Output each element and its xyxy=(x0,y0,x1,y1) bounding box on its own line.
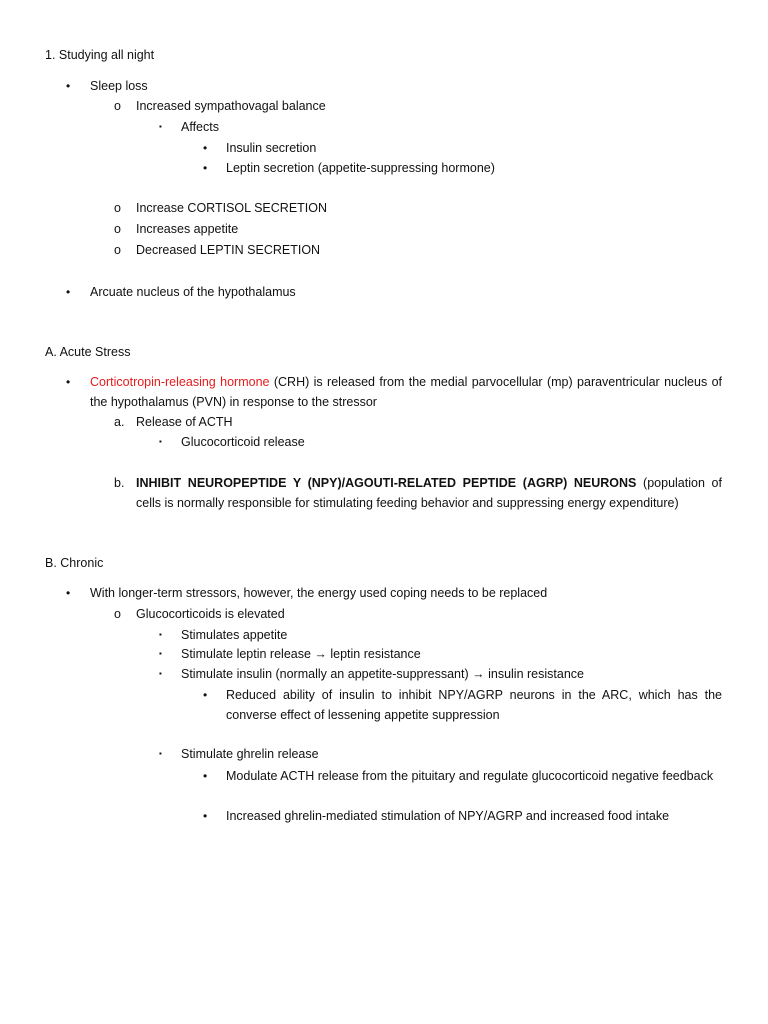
crh-paragraph xyxy=(90,372,722,412)
list-item-stim-ghrelin: Stimulate ghrelin release xyxy=(181,747,319,761)
list-item-stim-insulin: Stimulate insulin (normally an appetite-suppressant) → insulin resistance xyxy=(181,667,584,681)
list-item-decreased-leptin: Decreased LEPTIN SECRETION xyxy=(136,243,321,257)
square-marker: ▪ xyxy=(159,122,162,131)
bullet-marker: • xyxy=(203,769,208,783)
bullet-marker: • xyxy=(203,809,208,823)
bullet-marker: • xyxy=(203,141,208,155)
list-letter-a: a. xyxy=(114,415,125,429)
list-letter-b: b. xyxy=(114,476,125,490)
list-item-affects: Affects xyxy=(181,120,219,134)
section-heading-chronic: B. Chronic xyxy=(45,556,104,570)
list-item-increased-ghrelin: Increased ghrelin-mediated stimulation of NPY/AGRP and increased food intake xyxy=(226,809,670,823)
circle-marker: o xyxy=(114,99,121,113)
crh-description: (CRH) is released from the medial parvocellular (mp) paraventricular nucleus of the hypothalamus (PVN) in response to the stressor xyxy=(90,375,722,409)
list-item-reduced-ability: Reduced ability of insulin to inhibit NPY/AGRP neurons in the ARC, which has the converse effect of lessening appetite suppression xyxy=(226,688,722,722)
list-item-sympathovagal: Increased sympathovagal balance xyxy=(136,99,326,113)
square-marker: ▪ xyxy=(159,669,162,678)
bullet-marker: • xyxy=(66,79,71,93)
circle-marker: o xyxy=(114,222,121,236)
section-heading-acute-stress: A. Acute Stress xyxy=(45,345,131,359)
list-item-glucocorticoid-release: Glucocorticoid release xyxy=(181,435,305,449)
circle-marker: o xyxy=(114,243,121,257)
list-item-leptin-secretion: Leptin secretion (appetite-suppressing hormone) xyxy=(226,161,495,175)
bullet-marker: • xyxy=(66,375,71,389)
list-item-longer-term: With longer-term stressors, however, the energy used coping needs to be replaced xyxy=(90,586,548,600)
list-item-release-acth: Release of ACTH xyxy=(136,415,233,429)
section-heading-studying: 1. Studying all night xyxy=(45,48,155,62)
square-marker: ▪ xyxy=(159,630,162,639)
list-item-insulin-secretion: Insulin secretion xyxy=(226,141,317,155)
circle-marker: o xyxy=(114,201,121,215)
square-marker: ▪ xyxy=(159,437,162,446)
list-item-appetite: Increases appetite xyxy=(136,222,239,236)
crh-term: Corticotropin-releasing hormone xyxy=(90,375,270,389)
list-item-modulate: Modulate ACTH release from the pituitary and regulate glucocorticoid negative feedback xyxy=(226,769,714,783)
bullet-marker: • xyxy=(66,285,71,299)
list-item-stim-leptin: Stimulate leptin release → leptin resistance xyxy=(181,647,421,661)
list-item-stim-appetite: Stimulates appetite xyxy=(181,628,288,642)
circle-marker: o xyxy=(114,607,121,621)
bullet-marker: • xyxy=(66,586,71,600)
list-item-sleep-loss: Sleep loss xyxy=(90,79,148,93)
list-item-elevated: Glucocorticoids is elevated xyxy=(136,607,285,621)
bullet-marker: • xyxy=(203,688,208,702)
list-item-cortisol: Increase CORTISOL SECRETION xyxy=(136,201,328,215)
bullet-marker: • xyxy=(203,161,208,175)
inhibit-term: INHIBIT NEUROPEPTIDE Y (NPY)/AGOUTI-RELATED PEPTIDE (AGRP) NEURONS xyxy=(136,476,637,490)
square-marker: ▪ xyxy=(159,749,162,758)
list-item-arcuate: Arcuate nucleus of the hypothalamus xyxy=(90,285,296,299)
inhibit-description: (population of cells is normally responsible for stimulating feeding behavior and suppressing energy expenditure) xyxy=(136,476,722,510)
inhibit-paragraph xyxy=(136,473,722,513)
square-marker: ▪ xyxy=(159,649,162,658)
